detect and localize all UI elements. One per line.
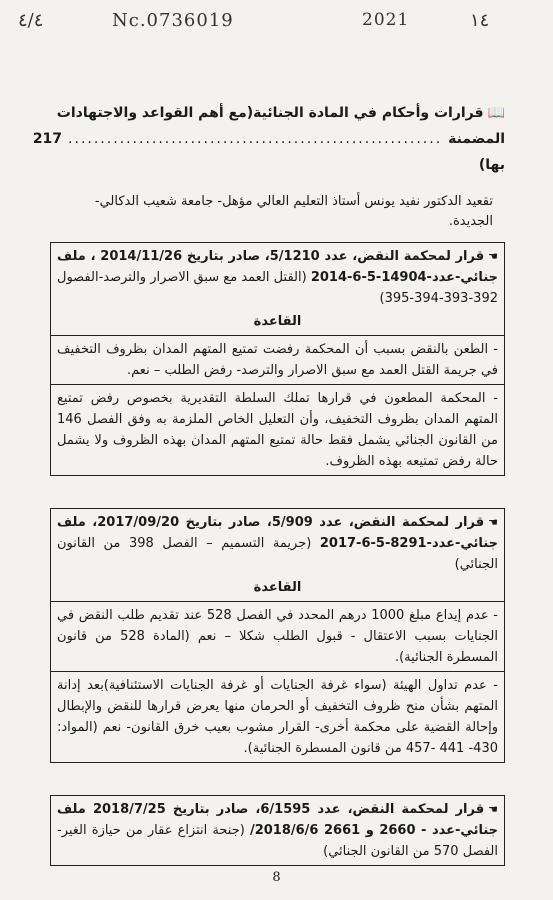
pointing-hand-icon: ☚ [488,250,498,263]
rule-item: - عدم إيداع مبلغ 1000 درهم المحدد في الفصل 528 عند تقديم طلب النقض في الجنايات بسبب الاعتقال - قبول الطلب شكلا – نعم (المادة 528 من قانون المسطرة الجنائية). [51,602,504,672]
rule-item: - الطعن بالنقض بسبب أن المحكمة رفضت تمتيع المتهم المدان بظروف التخفيف في جريمة القتل العمد مع سبق الاصرار والترصد- رفض الطلب – نعم. [51,336,504,385]
decision-header-rest: (القتل العمد مع سبق الاصرار والترصد-الفصول 392-393-394-395) [57,270,498,306]
page-number: 8 [272,870,281,885]
article-title [32,100,505,178]
book-icon: 📖 [487,105,505,121]
handwritten-serial: Nc.0736019 [112,10,234,31]
decision-block-1 [50,242,505,476]
handwritten-fraction: ٤/٤ [18,10,44,31]
decision-header-rest: (جنحة انتزاع عقار من حيازة الغير- الفصل 570 من القانون الجنائي) [57,823,498,859]
title-dots: .......................................................... [68,131,443,147]
pointing-hand-icon: ☚ [488,516,498,529]
rule-item: - عدم تداول الهيئة (سواء غرفة الجنايات أو غرفة الجنايات الاستئنافية)بعد إدانة المتهم بشأن منح ظروف التخفيف أو الحرمان منها يعرض قرارها للنقض والإبطال وإحالة القضية على محكمة أخرى- القرار مشوب بعيب خرق القانون- نعم (المواد: 430- 441 -457 من قانون المسطرة الجنائية). [57,678,498,756]
rule-label: القاعدة [253,580,302,595]
author-line: تقعيد الدكتور نفيد يونس أستاذ التعليم العالي مؤهل- جامعة شعيب الدكالي- الجديدة. [94,194,493,229]
page-content [32,100,505,866]
handwritten-year: 2021 [362,10,410,30]
handwritten-number: ١٤ [470,10,490,31]
rule-item: - المحكمة المطعون في قرارها تملك السلطة التقديرية بخصوص رفض تمتيع المتهم المدان بظروف التخفيف، وأن التعليل الخاص الملزمة به وفق الفصل 146 من القانون الجنائي يشمل فقط حالة تمتيع المتهم المدان بهذه الظروف ولا يشمل حالة رفض تمتيعه بهذه الظروف. [57,391,498,469]
decision-header [51,243,504,336]
decision-header-bold: قرار لمحكمة النقض، عدد 5/1210، صادر بتاريخ 2014/11/26 ، ملف جنائي-عدد-14904-5-6-2014 [57,249,498,285]
decision-block-3 [50,795,505,866]
title-line-1: قرارات وأحكام في المادة الجنائية(مع أهم القواعد والاجتهادات [56,105,484,121]
rule-label: القاعدة [253,314,302,329]
pointing-hand-icon: ☚ [488,803,498,816]
decision-header-bold: قرار لمحكمة النقض، عدد 5/909، صادر بتاريخ 2017/09/20، ملف جنائي-عدد-8291-5-6-2017 [57,515,498,551]
decision-header [51,796,504,865]
decision-header-bold: قرار لمحكمة النقض، عدد 6/1595، صادر بتاريخ 2018/7/25 ملف جنائي-عدد - 2660 و 2661 2018/6/6/ [57,802,499,838]
title-line-2: المضمنة بها) [448,131,505,173]
title-page-ref: 217 [32,131,63,147]
decision-header [51,509,504,602]
decision-header-rest: (جريمة التسميم – الفصل 398 من القانون الجنائي) [57,536,498,572]
decision-block-2 [50,508,505,763]
